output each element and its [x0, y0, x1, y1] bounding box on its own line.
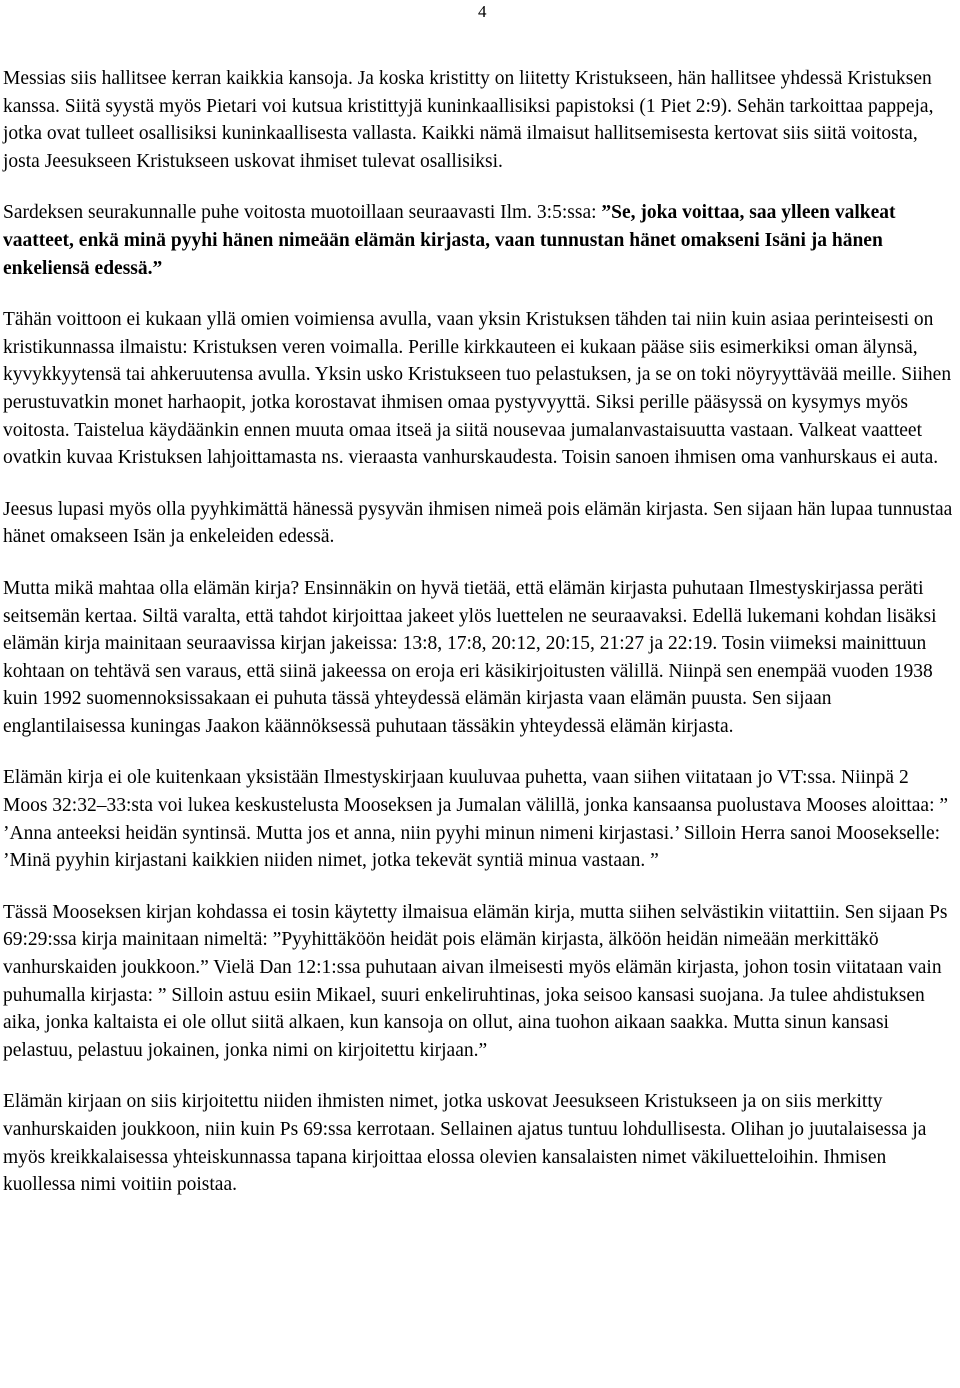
- document-body: [3, 65, 955, 1223]
- paragraph: Elämän kirja ei ole kuitenkaan yksistään Ilmestyskirjaan kuuluvaa puhetta, vaan siihen viitataan jo VT:ssa. Niinpä 2 Moos 32:32–33:sta voi lukea keskustelusta Mooseksen ja Jumalan välillä, jonka kansaansa puolustava Mooses aloittaa: ” ’Anna anteeksi heidän syntinsä. Mutta jos et anna, niin pyyhi minun nimeni kirjastasi.’ Silloin Herra sanoi Moosekselle: ’Minä pyyhin kirjastani kaikkien niiden nimet, jotka tekevät syntiä minua vastaan. ”: [3, 767, 949, 872]
- paragraph: Jeesus lupasi myös olla pyyhkimättä hänessä pysyvän ihmisen nimeä pois elämän kirjasta. Sen sijaan hän lupaa tunnustaa hänet omakseen Isän ja enkeleiden edessä.: [3, 498, 953, 548]
- paragraph: Messias siis hallitsee kerran kaikkia kansoja. Ja koska kristitty on liitetty Kristukseen, hän hallitsee yhdessä Kristuksen kanssa. Siitä syystä myös Pietari voi kutsua kristittyjä kuninkaallisiksi papistoksi (1 Piet 2:9). Sehän tarkoittaa pappeja, jotka ovat tulleet osallisiksi kuninkaallisesta vallasta. Kaikki nämä ilmaisut hallitsemisesta kertovat siis siitä voitosta, josta Jeesukseen Kristukseen uskovat ihmiset tulevat osallisiksi.: [3, 68, 934, 172]
- paragraph: Tässä Mooseksen kirjan kohdassa ei tosin käytetty ilmaisua elämän kirja, mutta siihen selvästikin viitattiin. Sen sijaan Ps 69:29:ssa kirja mainitaan nimeltä: ”Pyyhittäköön heidät pois elämän kirjasta, älköön heidän nimeään merkittäkö vanhurskaiden joukkoon.” Vielä Dan 12:1:ssa puhutaan aivan ilmeisesti myös elämän kirjasta, johon tosin viitataan vain puhumalla kirjasta: ” Silloin astuu esiin Mikael, suuri enkeliruhtinas, joka seisoo kansasi suojana. Ja tulee ahdistuksen aika, jonka kaltaista ei ole ollut siitä alkaen, kun kansoja on ollut, aina tuohon aikaan saakka. Mutta sinun kansasi pelastuu, pelastuu jokainen, jonka nimi on kirjoitettu kirjaan.”: [3, 901, 948, 1061]
- paragraph: [3, 199, 955, 282]
- bible-quote-bold: ”Se, joka voittaa, saa ylleen valkeat vaatteet, enkä minä pyyhi hänen nimeään elämän kirjasta, vaan tunnustan hänet omakseni Isäni ja hänen enkeliensä edessä.”: [3, 202, 896, 279]
- paragraph-intro-text: Sardeksen seurakunnalle puhe voitosta muotoillaan seuraavasti Ilm. 3:5:ssa:: [3, 202, 602, 224]
- paragraph: Tähän voittoon ei kukaan yllä omien voimiensa avulla, vaan yksin Kristuksen tähden tai niin kuin asiaa perinteisesti on kristikunnassa ilmaistu: Kristuksen veren voimalla. Perille kirkkauteen ei kukaan pääse siis esimerkiksi oman älynsä, kyvykkyytensä tai ahkeruutensa avulla. Yksin usko Kristukseen tuo pelastuksen, ja se on toki nöyryyttävää meille. Siihen perustuvatkin monet harhaopit, jotka korostavat ihmisen omaa pystyvyyttä. Siksi perille pääsyssä on kysymys myös voitosta. Taistelua käydäänkin ennen muuta omaa itseä ja siitä nousevaa jumalanvastaisuutta vastaan. Valkeat vaatteet ovatkin kuvaa Kristuksen lahjoittamasta ns. vieraasta vanhurskaudesta. Toisin sanoen ihmisen oma vanhurskaus ei auta.: [3, 309, 952, 469]
- paragraph: Mutta mikä mahtaa olla elämän kirja? Ensinnäkin on hyvä tietää, että elämän kirjasta puhutaan Ilmestyskirjassa peräti seitsemän kertaa. Siltä varalta, että tahdot kirjoittaa jakeet ylös luettelen ne seuraavaksi. Edellä lukemani kohdan lisäksi elämän kirja mainitaan seuraavissa kirjan jakeissa: 13:8, 17:8, 20:12, 20:15, 21:27 ja 22:19. Tosin viimeksi mainittuun kohtaan on tehtävä sen varaus, että siinä jakeessa on eroja eri käsikirjoitusten välillä. Niinpä sen enempää vuoden 1938 kuin 1992 suomennoksissakaan ei puhuta tässä yhteydessä elämän kirjasta vaan elämän puusta. Sen sijaan englantilaisessa kuningas Jaakon käännöksessä puhutaan tässäkin yhteydessä elämän kirjasta.: [3, 577, 937, 737]
- paragraph: Elämän kirjaan on siis kirjoitettu niiden ihmisten nimet, jotka uskovat Jeesukseen Kristukseen ja on siis merkitty vanhurskaiden joukkoon, niin kuin Ps 69:ssa kerrotaan. Sellainen ajatus tuntuu lohdullisesta. Olihan jo juutalaisessa ja myös kreikkalaisessa yhteiskunnassa tapana kirjoittaa elossa olevien kansalaisten nimet väkiluetteloihin. Ihmisen kuollessa nimi voitiin poistaa.: [3, 1091, 927, 1196]
- page-number: 4: [478, 2, 487, 21]
